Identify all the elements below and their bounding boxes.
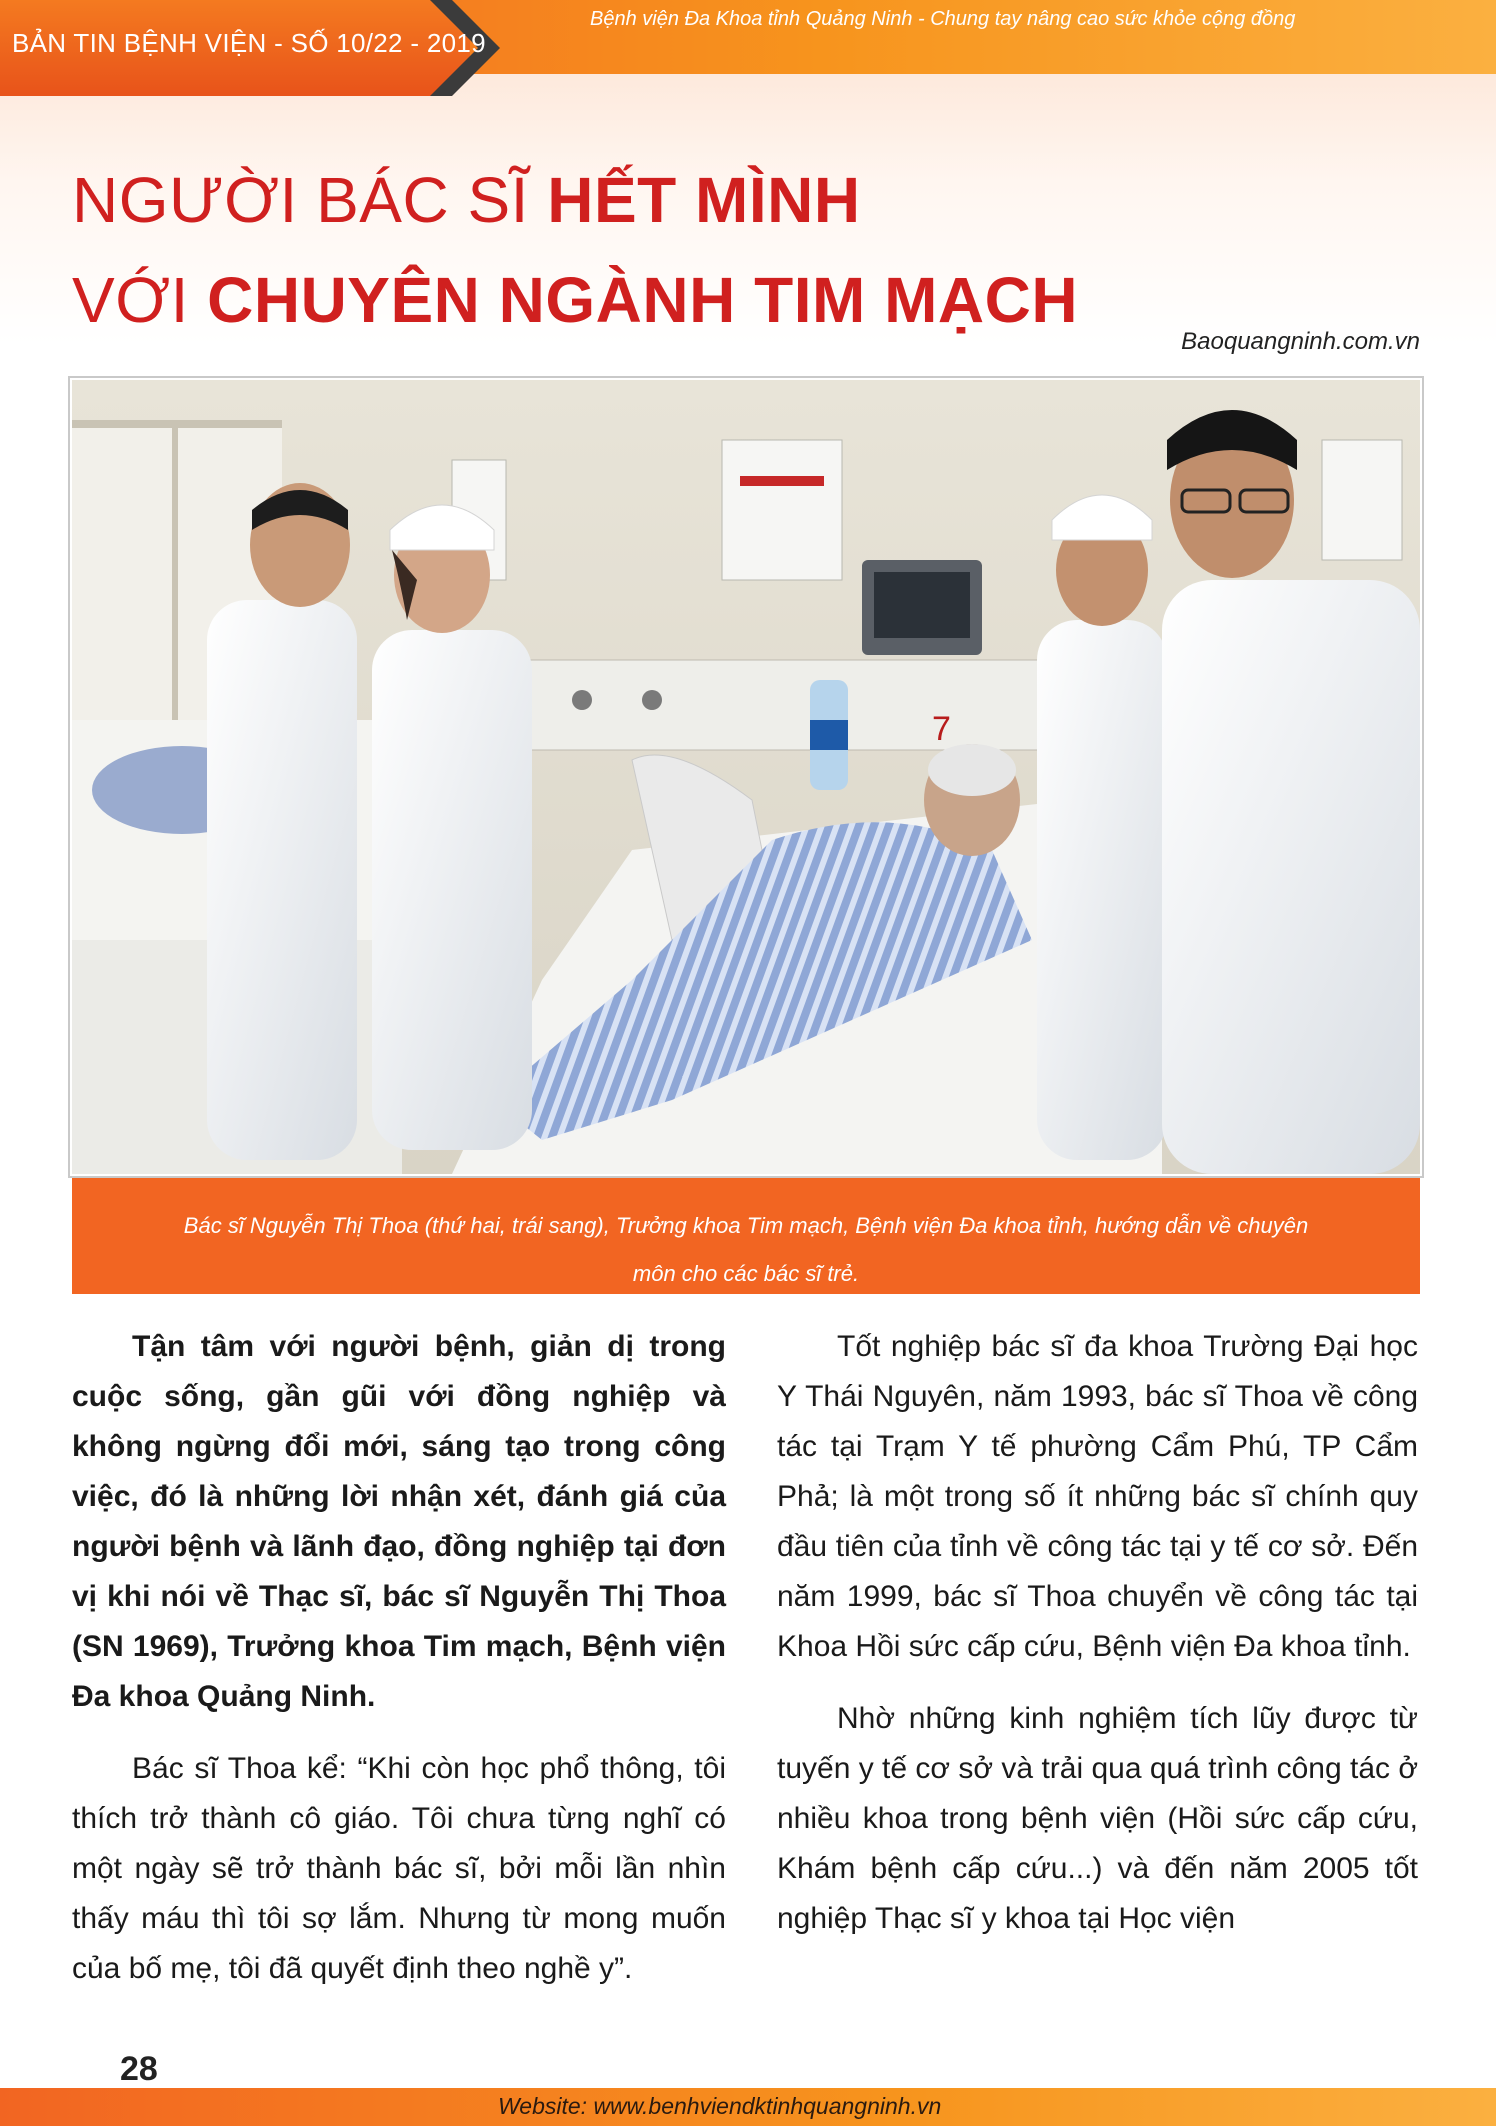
- article-column-right: [777, 1322, 1418, 1966]
- article-column-left: [72, 1322, 726, 2016]
- photo-caption-line-1: Bác sĩ Nguyễn Thị Thoa (thứ hai, trái sang), Trưởng khoa Tim mạch, Bệnh viện Đa khoa tỉnh, hướng dẫn về chuyên: [183, 1213, 1309, 1238]
- article-paragraph-2: Tốt nghiệp bác sĩ đa khoa Trường Đại học Y Thái Nguyên, năm 1993, bác sĩ Thoa về công tác tại Trạm Y tế phường Cẩm Phú, TP Cẩm Phả; là một trong số ít những bác sĩ chính quy đầu tiên của tỉnh về công tác tại y tế cơ sở. Đến năm 1999, bác sĩ Thoa chuyển về công tác tại Khoa Hồi sức cấp cứu, Bệnh viện Đa khoa tỉnh.: [777, 1330, 1418, 1663]
- title-line-2-bold: CHUYÊN NGÀNH TIM MẠCH: [207, 264, 1079, 336]
- article-paragraph-3: Nhờ những kinh nghiệm tích lũy được từ tuyến y tế cơ sở và trải qua quá trình công tác ở nhiều khoa trong bệnh viện (Hồi sức cấp cứu, Khám bệnh cấp cứu...) và đến năm 2005 tốt nghiệp Thạc sĩ y khoa tại Học viện: [777, 1702, 1419, 1935]
- article-source: Baoquangninh.com.vn: [1181, 328, 1420, 355]
- photo-caption-line-2: môn cho các bác sĩ trẻ.: [632, 1261, 860, 1286]
- article-title: [72, 150, 1452, 350]
- title-line-1-light: NGƯỜI BÁC SĨ: [72, 164, 548, 236]
- title-line-1-bold: HẾT MÌNH: [547, 164, 861, 236]
- article-lead: Tận tâm với người bệnh, giản dị trong cuộc sống, gần gũi với đồng nghiệp và không ngừng đổi mới, sáng tạo trong công việc, đó là những lời nhận xét, đánh giá của người bệnh và lãnh đạo, đồng nghiệp tại đơn vị khi nói về Thạc sĩ, bác sĩ Nguyễn Thị Thoa (SN 1969), Trưởng khoa Tim mạch, Bệnh viện Đa khoa Quảng Ninh.: [72, 1330, 726, 1713]
- page-number: 28: [120, 2050, 158, 2088]
- title-line-2-light: VỚI: [72, 264, 208, 336]
- footer-website: Website: www.benhviendktinhquangninh.vn: [498, 2093, 942, 2119]
- issue-label: BẢN TIN BỆNH VIỆN - SỐ 10/22 - 2019: [12, 28, 486, 58]
- title-line-1: [72, 150, 1452, 250]
- article-photo: [72, 380, 1420, 1174]
- bed-number-text: 7: [932, 710, 951, 748]
- hospital-ward-illustration: [72, 380, 1420, 1174]
- photo-caption-box: [72, 1178, 1420, 1294]
- hospital-slogan: Bệnh viện Đa Khoa tỉnh Quảng Ninh - Chung tay nâng cao sức khỏe cộng đồng: [590, 8, 1296, 30]
- article-paragraph-1: Bác sĩ Thoa kể: “Khi còn học phổ thông, tôi thích trở thành cô giáo. Tôi chưa từng nghĩ có một ngày sẽ trở thành bác sĩ, bởi mỗi lần nhìn thấy máu thì tôi sợ lắm. Nhưng từ mong muốn của bố mẹ, tôi đã quyết định theo nghề y”.: [72, 1752, 726, 1985]
